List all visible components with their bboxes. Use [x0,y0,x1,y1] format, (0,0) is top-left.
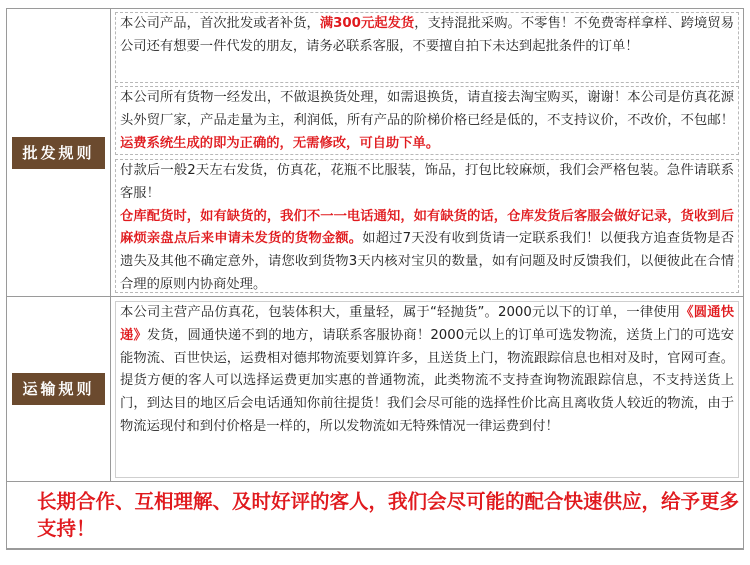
rule-text: 本公司主营产品仿真花，包装体积大，重量轻，属于“轻抛货”。2000元以下的订单，一律使用 [120,305,681,320]
rules-table [6,8,744,482]
wholesale-rules-label: 批发规则 [12,137,104,169]
section-divider [7,296,743,297]
column-divider [110,9,111,481]
shipping-rules-label: 运输规则 [12,373,104,405]
minimum-order-highlight: 满300元起发货 [319,16,415,31]
closing-message-text: 长期合作、互相理解、及时好评的客人，我们会尽可能的配合快速供应，给予更多支持！ [37,490,740,540]
shipping-rules-label-cell [7,297,110,481]
yto-express-highlight: 《圆通快递》 [120,305,734,343]
shipping-fee-highlight: 运费系统生成的即为正确的，无需修改，可自助下单。 [120,135,440,151]
wholesale-rule-shipping-time [115,159,739,293]
closing-message [6,482,744,549]
rule-text: 本公司所有货物一经发出，不做退换货处理，如需退换货，请直接去淘宝购买，谢谢！本公司是仿真花源头外贸厂家，产品走量为主，利润低，所有产品的阶梯价格已经是低的，不支持议价，不改价，不包邮！ [120,90,734,128]
rule-text: 发货，圆通快递不到的地方，请联系客服协商！2000元以上的订单可选发物流，送货上门的可选安能物流、百世快运，运费相对德邦物流要划算许多，且送货上门，物流跟踪信息也相对及时，官网可查。提货方便的客人可以选择运费更加实惠的普通物流，此类物流不支持查询物流跟踪信息，不支持送货上门，到达目的地区后会电话通知你前往提货！我们会尽可能的选择性价比高且离收货人较近的物流，由于物流运现付和到付价格是一样的，所以发物流如无特殊情况一律运费到付！ [120,327,734,434]
rule-text: 如超过7天没有收到货请一定联系我们！以便我方追查货物是否遗失及其他不确定意外，请您收到货物3天内核对宝贝的数量，如有问题及时反馈我们，以便彼此在合情合理的原则内协商处理。 [120,231,734,292]
rule-text: ，支持混批采购。不零售！不免费寄样拿样、跨境贸易公司还有想要一件代发的朋友，请务必联系客服，不要擅自拍下未达到起批条件的订单！ [120,16,735,54]
rule-text: 付款后一般2天左右发货，仿真花，花瓶不比服装，饰品，打包比较麻烦，我们会严格包装。急件请联系客服！ [120,163,734,201]
wholesale-rules-label-cell [7,9,110,296]
footer-rule [6,549,744,550]
wholesale-rule-no-returns [115,86,739,155]
shipping-rule-logistics [115,301,739,478]
stockout-highlight: 仓库配货时，如有缺货的，我们不一一电话通知，如有缺货的话，仓库发货后客服会做好记录，货收到后麻烦亲盘点后来申请未发货的货物金额。 [120,208,734,247]
rule-text: 本公司产品，首次批发或者补货， [120,16,320,31]
wholesale-rule-minimum-order [115,12,739,83]
